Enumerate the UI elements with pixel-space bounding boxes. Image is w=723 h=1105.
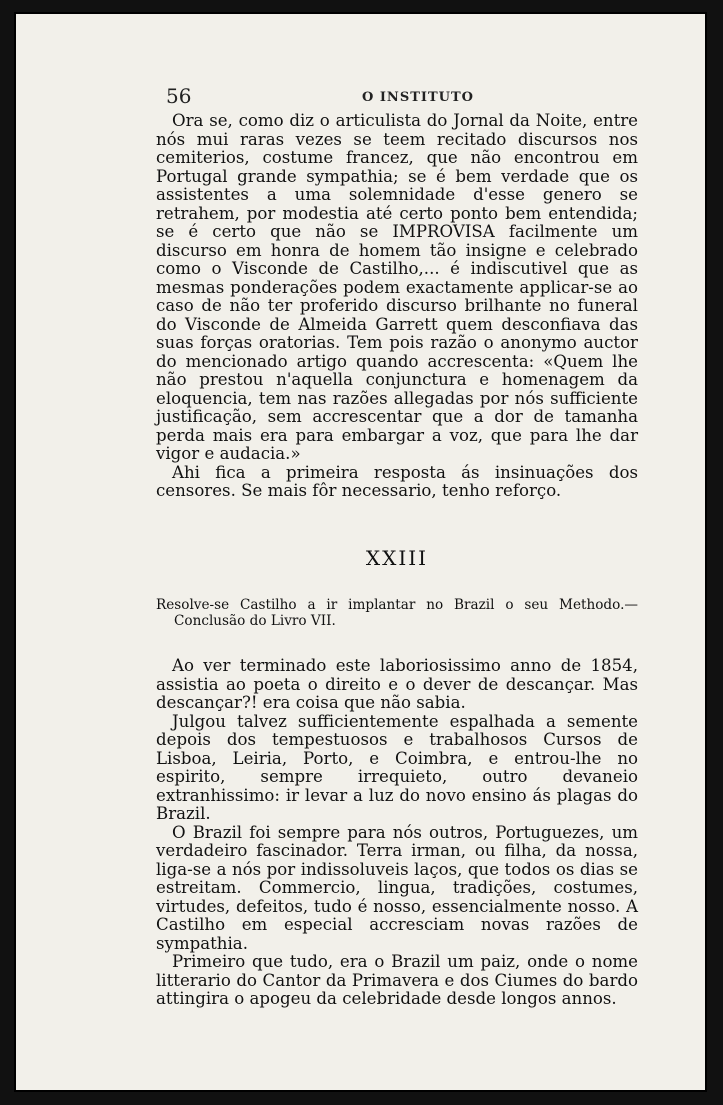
paragraph: O Brazil foi sempre para nós outros, Portuguezes, um verdadeiro fascinador. Terra irman, ou filha, da nossa, liga-se a nós por indissoluveis laços, que todos os dias se estreitam. Commercio, lingua, tradições, costumes, virtudes, defeitos, tudo é nosso, essencialmente nosso. A Castilho em especial accresciam novas razões de sympathia. bbox=[156, 822, 638, 953]
paragraph: Ora se, como diz o articulista do Jornal da Noite, entre nós mui raras vezes se teem recitado discursos nos cemiterios, costume francez, que não encontrou em Portugal grande sympathia; se é bem verdade que os assistentes a uma solemnidade d'esse genero se retrahem, por modestia até certo ponto bem entendida; se é certo que não se IMPROVISA facilmente um discurso em honra de homem tão insigne e celebrado como o Visconde de Castilho,... é indiscutivel que as mesmas ponderações podem exactamente applicar-se ao caso de não ter proferido discurso brilhante no funeral do Visconde de Almeida Garrett quem desconfiava das suas forças oratorias. Tem pois razão o anonymo auctor do mencionado artigo quando accrescenta: «Quem lhe não prestou n'aquella conjunctura e homenagem da eloquencia, tem nas razões allegadas por nós sufficiente justificação, sem accrescentar que a dor de tamanha perda mais era para embargar a voz, que para lhe dar vigor e audacia.» bbox=[156, 111, 638, 463]
chapter-body bbox=[156, 657, 638, 1009]
paragraph: Ao ver terminado este laboriosissimo anno de 1854, assistia ao poeta o direito e o dever de descançar. Mas descançar?! era coisa que não sabia. bbox=[156, 656, 638, 712]
page-header bbox=[166, 84, 686, 114]
chapter-summary: Resolve-se Castilho a ir implantar no Brazil o seu Methodo.— Conclusão do Livro VII. bbox=[156, 597, 638, 629]
chapter-heading: XXIII bbox=[365, 545, 429, 570]
paragraph: Ahi fica a primeira resposta ás insinuações dos censores. Se mais fôr necessario, tenho reforço. bbox=[156, 462, 638, 500]
page-body bbox=[156, 112, 638, 1009]
running-head: O INSTITUTO bbox=[362, 90, 474, 105]
paragraph: Julgou talvez sufficientemente espalhada a semente depois dos tempestuosos e trabalhosos Cursos de Lisboa, Leiria, Porto, e Coimbra, e entrou-lhe no espirito, sempre irrequieto, outro devaneio extranhissimo: ir levar a luz do novo ensino ás plagas do Brazil. bbox=[156, 711, 638, 823]
page-number: 56 bbox=[166, 84, 192, 108]
paragraph: Primeiro que tudo, era o Brazil um paiz, onde o nome litterario do Cantor da Primavera e dos Ciumes do bardo attingira o apogeu da celebridade desde longos annos. bbox=[156, 952, 638, 1008]
